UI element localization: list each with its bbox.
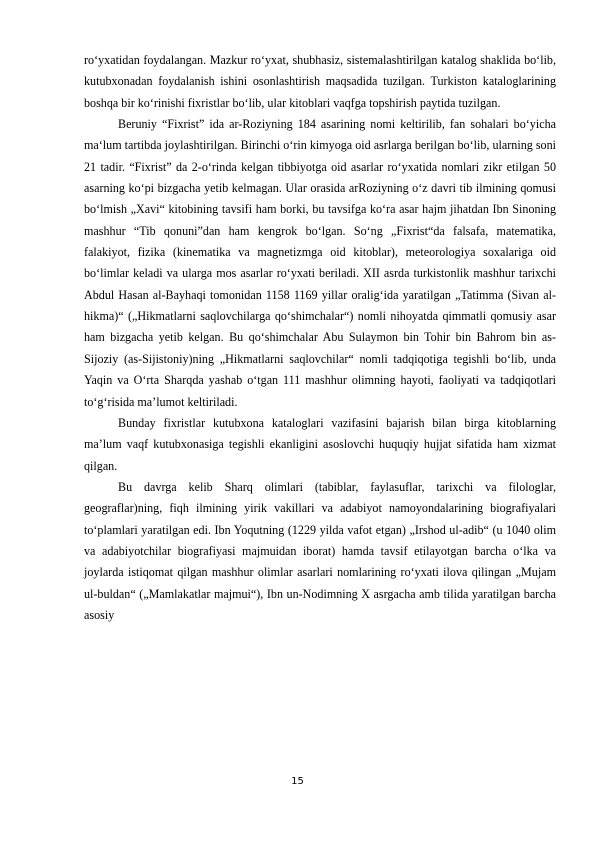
body-text bbox=[84, 50, 556, 626]
paragraph-1: ro‘yxatidan foydalangan. Mazkur ro‘yxat, shubhasiz, sistemalashtirilgan katalog shaklida bo‘lib, kutubxonadan foydalanish ishini osonlashtirish maqsadida tuzilgan. Turkiston kataloglarining boshqa bir ko‘rinishi fixristlar bo‘lib, ular kitoblari vaqfga topshirish paytida tuzilgan. bbox=[84, 53, 556, 110]
paragraph-3: Bunday fixristlar kutubxona kataloglari vazifasini bajarish bilan birga kitoblarning ma’lum vaqf kutubxonasiga tegishli ekanligini asoslovchi huquqiy hujjat sifatida ham xizmat qilgan. bbox=[84, 415, 556, 473]
page-number: 15 bbox=[291, 776, 304, 787]
paragraph-4: Bu davrga kelib Sharq olimlari (tabiblar, faylasuflar, tarixchi va filologlar, geograflar)ning, fiqh ilmining yirik vakillari va adabiyot namoyondalarining biografiyalari to‘plamlari yaratilgan edi. Ibn Yoqutning (1229 yilda vafot etgan) „Irshod ul-adib“ (u 1040 olim va adabiyotchilar biografiyasi majmuidan iborat) hamda tavsif etilayotgan barcha o‘lka va joylarda istiqomat qilgan mashhur olimlar asarlari nomlarining ro‘yxati ilova qilingan „Mujam ul-buldan“ („Mamlakatlar majmui“), Ibn un-Nodimning X asrgacha amb tilida yaratilgan barcha asosiy bbox=[84, 479, 556, 622]
paragraph-2: Beruniy “Fixrist” ida ar-Roziyning 184 asarining nomi keltirilib, fan sohalari bo‘yicha ma‘lum tartibda joylashtirilgan. Birinchi o‘rin kimyoga oid asrlarga berilgan bo‘lib, ularning soni 21 tadir. “Fixrist” da 2-o‘rinda kelgan tibbiyotga oid asarlar ro‘yxatida nomlari zikr etilgan 50 asarning ko‘pi bizgacha yetib kelmagan. Ular orasida arRoziyning o‘z davri tib ilmining qomusi bo‘lmish „Xavi“ kitobining tavsifi ham borki, bu tavsifga ko‘ra asar hajm jihatdan Ibn Sinoning mashhur “Tib qonuni”dan ham kengrok bo‘lgan. So‘ng „Fixrist“da falsafa, matematika, falakiyot, fizika (kinematika va magnetizmga oid kitoblar), meteorologiya soxalariga oid bo‘limlar keladi va ularga mos asarlar ro‘yxati beriladi. XII asrda turkistonlik mashhur tarixchi Abdul Hasan al-Bayhaqi tomonidan 1158 1169 yillar oralig‘ida yaratilgan „Tatimma (Sivan al- hikma)“ („Hikmatlarni saqlovchilarga qo‘shimchalar“) nomli nihoyatda qimmatli qomusiy asar ham bizgacha yetib kelgan. Bu qo‘shimchalar Abu Sulaymon bin Tohir bin Bahrom bin as-Sijoziy (as-Sijistoniy)ning „Hikmatlarni saqlovchilar“ nomli tadqiqotiga tegishli bo‘lib, unda Yaqin va O‘rta Sharqda yashab o‘tgan 111 mashhur olimning hayoti, faoliyati va tadqiqotlari to‘g‘risida ma’lumot keltiriladi. bbox=[84, 117, 556, 409]
